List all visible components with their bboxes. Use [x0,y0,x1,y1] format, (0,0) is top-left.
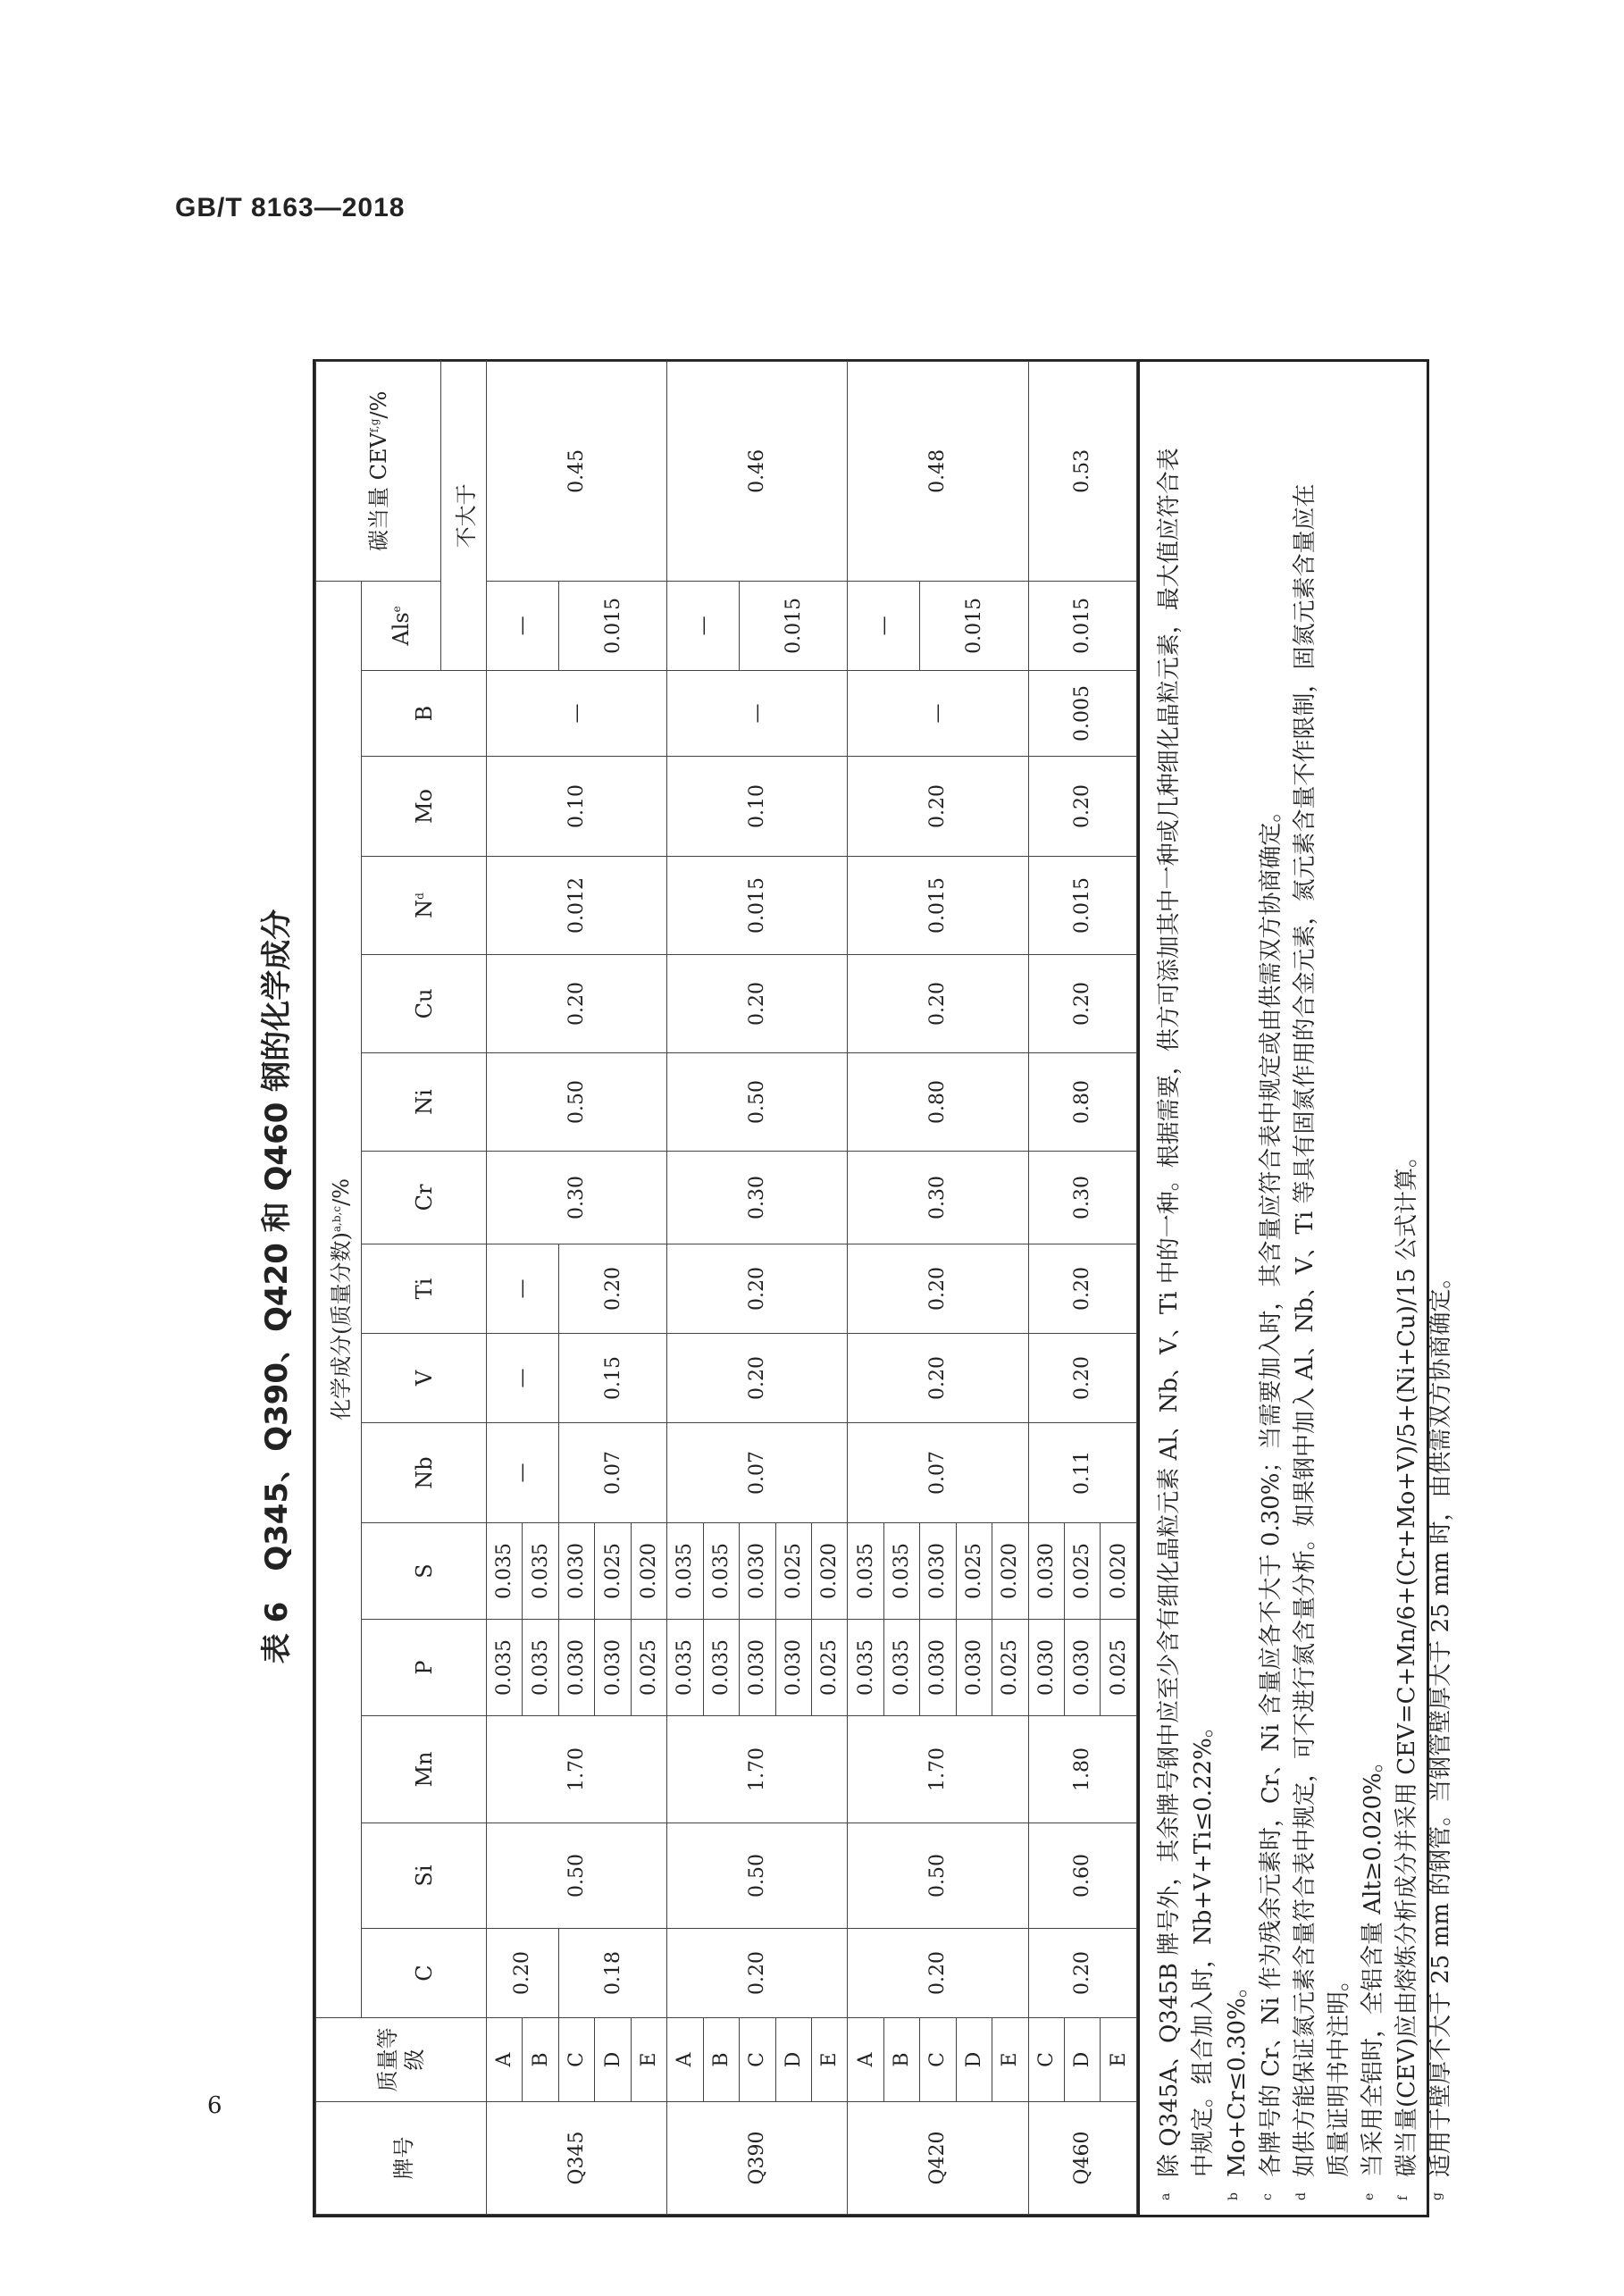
value-cell-c: 0.20 [848,1929,1028,2018]
element-header-mn [362,1716,487,1823]
value-cell-si: 0.60 [1028,1823,1136,1929]
page-number: 6 [207,2092,222,2119]
element-symbol: Ti [411,1278,437,1300]
value-cell-ni: 0.50 [487,1053,667,1152]
value-cell-b: — [487,671,667,757]
standard-code: GB/T 8163—2018 [175,193,406,222]
value-cell-mo: 0.20 [848,757,1028,857]
value-cell-als: — [848,581,920,670]
value-cell-cr: 0.30 [1028,1152,1136,1244]
table-row [558,361,594,2214]
value-cell-mn: 1.70 [667,1716,848,1823]
chem-composition-label: 化学成分(质量分数) [328,1232,354,1420]
value-cell-s: 0.030 [558,1523,594,1620]
value-cell-mo: 0.10 [487,757,667,857]
table-title: 表 6 Q345、Q390、Q420 和 Q460 钢的化学成分 [259,909,295,1664]
element-symbol: N [411,899,437,918]
value-cell-p: 0.030 [775,1620,811,1716]
value-cell-s: 0.025 [595,1523,631,1620]
footnote-line: 中规定。组合加入时，Nb+V+Ti≤0.22%。 [1190,1714,1217,2177]
table-row [1028,361,1064,2214]
value-cell-s: 0.025 [1065,1523,1101,1620]
value-cell-ti: 0.20 [1028,1244,1136,1334]
footnote [1288,380,1356,2200]
table-row [487,361,523,2214]
element-symbol: S [411,1563,437,1579]
value-cell-s: 0.035 [703,1523,739,1620]
footnote [1152,380,1220,2200]
value-cell-mn: 1.70 [848,1716,1028,1823]
value-cell-s: 0.035 [848,1523,883,1620]
rotated-page-region [250,268,1454,2216]
quality-cell: A [487,2018,523,2102]
value-cell-c: 0.20 [487,1929,559,2018]
value-cell-p: 0.025 [1101,1620,1137,1716]
value-cell-n: 0.015 [848,857,1028,955]
cev-sup: f,g [367,418,381,433]
footnote-mark: d [1294,2192,1309,2200]
value-cell-p: 0.030 [1065,1620,1101,1716]
element-header-n [362,857,487,955]
value-cell-als: — [667,581,740,670]
value-cell-b: — [848,671,1028,757]
element-header-si [362,1823,487,1929]
header-row [362,361,441,2214]
value-cell-n: 0.015 [1028,857,1136,955]
element-symbol: Si [411,1864,437,1887]
quality-grade-header [316,2018,487,2102]
element-sup: e [390,606,403,613]
quality-cell: C [558,2018,594,2102]
value-cell-p: 0.035 [848,1620,883,1716]
element-symbol: Cu [411,988,437,1019]
value-cell-p: 0.035 [487,1620,523,1716]
value-cell-als: 0.015 [740,581,848,670]
value-cell-s: 0.025 [956,1523,992,1620]
element-header-mo [362,757,487,857]
value-cell-s: 0.035 [487,1523,523,1620]
footnote-line: 碳当量(CEV)应由熔炼分析成分并采用 CEV=C+Mn/6+(Cr+Mo+V)/5+(Ni+Cu)/15 公式计算。 [1394,1144,1420,2177]
grade-cell: Q420 [848,2102,1028,2215]
value-cell-p: 0.025 [631,1620,666,1716]
element-symbol: Mo [411,788,437,825]
element-symbol: B [411,705,437,722]
quality-cell: D [775,2018,811,2102]
quality-grade-header-text: 质量等级 [375,2027,427,2092]
element-header-s [362,1523,487,1620]
chem-composition-header [316,581,362,2017]
value-cell-s: 0.035 [523,1523,558,1620]
grade-cell: Q390 [667,2102,848,2215]
cev-header [316,361,441,581]
value-cell-p: 0.025 [811,1620,847,1716]
value-cell-nb: 0.07 [667,1423,848,1523]
value-cell-nb: 0.11 [1028,1423,1136,1523]
value-cell-c: 0.18 [558,1929,666,2018]
element-header-ti [362,1244,487,1334]
value-cell-p: 0.030 [740,1620,775,1716]
value-cell-ti: 0.20 [848,1244,1028,1334]
element-header-v [362,1334,487,1423]
value-cell-als: — [487,581,559,670]
value-cell-cev: 0.48 [848,361,1028,581]
footnote [1356,380,1390,2200]
quality-cell: D [1065,2018,1101,2102]
table-frame [313,359,1454,2217]
footnote-line: 质量证明书中注明。 [1326,1967,1352,2177]
value-cell-n: 0.012 [487,857,667,955]
element-symbol: V [411,1370,437,1387]
value-cell-ni: 0.80 [848,1053,1028,1152]
footnote [1220,380,1254,2200]
footnote-line: 除 Q345A、Q345B 牌号外，其余牌号钢中应至少含有细化晶粒元素 Al、Nb、V、Ti 中的一种。根据需要，供方可添加其中一种或几种细化晶粒元素，最大值应符合表 [1156,448,1183,2177]
quality-cell: D [956,2018,992,2102]
value-cell-als: 0.015 [1028,581,1136,670]
element-header-ni [362,1053,487,1152]
footnote-mark: c [1260,2193,1275,2200]
element-symbol: Als [389,612,414,646]
footnote-line: 当采用全铝时，全铝含量 Alt≥0.020%。 [1360,1749,1386,2177]
value-cell-s: 0.035 [667,1523,703,1620]
element-header-c [362,1929,487,2018]
element-header-cu [362,955,487,1053]
value-cell-p: 0.030 [920,1620,956,1716]
value-cell-cr: 0.30 [487,1152,667,1244]
quality-cell: E [811,2018,847,2102]
grade-cell: Q460 [1028,2102,1136,2215]
quality-cell: E [1101,2018,1137,2102]
value-cell-mo: 0.20 [1028,757,1136,857]
quality-cell: E [631,2018,666,2102]
element-symbol: Mn [411,1751,437,1788]
value-cell-p: 0.030 [956,1620,992,1716]
chemical-composition-table [315,361,1137,2215]
cev-unit: /% [365,390,391,419]
chem-composition-sup: a,b,c [330,1205,343,1233]
footnote-mark: e [1362,2192,1377,2200]
value-cell-v: 0.20 [667,1334,848,1423]
footnote [1390,380,1424,2200]
value-cell-ti: — [487,1244,559,1334]
value-cell-v: 0.15 [558,1334,666,1423]
value-cell-als: 0.015 [920,581,1028,670]
chem-composition-unit: /% [328,1178,354,1206]
footnote-mark: a [1159,2192,1173,2200]
value-cell-ni: 0.80 [1028,1053,1136,1152]
footnote-line: 各牌号的 Cr、Ni 作为残余元素时，Cr、Ni 含量应各不大于 0.30%；当需要加入时，其含量应符合表中规定或由供需双方协商确定。 [1258,799,1285,2177]
value-cell-s: 0.025 [775,1523,811,1620]
element-header-nb [362,1423,487,1523]
table-row [848,361,883,2214]
value-cell-nb: 0.07 [558,1423,666,1523]
grade-cell: Q345 [487,2102,667,2215]
element-symbol: C [411,1965,437,1982]
element-symbol: P [411,1660,437,1675]
value-cell-p: 0.035 [883,1620,919,1716]
quality-cell: B [523,2018,558,2102]
value-cell-als: 0.015 [558,581,666,670]
not-more-than-label: 不大于 [441,361,487,670]
value-cell-cu: 0.20 [487,955,667,1053]
element-header-als [362,581,441,670]
rotated-table-content [250,268,1454,2216]
value-cell-p: 0.035 [667,1620,703,1716]
value-cell-s: 0.030 [740,1523,775,1620]
value-cell-b: — [667,671,848,757]
element-sup: d [413,892,426,900]
header-row [316,361,362,2214]
table-body [316,361,1137,2214]
footnote-line: Mo+Cr≤0.30%。 [1224,1974,1251,2177]
value-cell-s: 0.020 [992,1523,1028,1620]
grade-header-text: 牌号 [390,2136,416,2180]
value-cell-ti: 0.20 [667,1244,848,1334]
value-cell-v: 0.20 [848,1334,1028,1423]
value-cell-cev: 0.53 [1028,361,1136,581]
value-cell-nb: — [487,1423,559,1523]
element-symbol: Cr [411,1184,437,1211]
value-cell-cr: 0.30 [667,1152,848,1244]
footnote [1424,380,1458,2200]
value-cell-p: 0.035 [703,1620,739,1716]
element-header-p [362,1620,487,1716]
table-notes [1137,362,1454,2215]
value-cell-s: 0.030 [1028,1523,1064,1620]
quality-cell: C [1028,2018,1064,2102]
value-cell-p: 0.030 [595,1620,631,1716]
value-cell-mo: 0.10 [667,757,848,857]
value-cell-mn: 1.80 [1028,1716,1136,1823]
value-cell-si: 0.50 [667,1823,848,1929]
footnote [1254,380,1288,2200]
footnote-line: 适用于壁厚不大于 25 mm 的钢管。当钢管壁厚大于 25 mm 时，由供需双方协商确定。 [1427,1265,1454,2177]
value-cell-cev: 0.46 [667,361,848,581]
element-header-b [362,671,487,757]
value-cell-v: — [487,1334,559,1423]
value-cell-cr: 0.30 [848,1152,1028,1244]
value-cell-cu: 0.20 [848,955,1028,1053]
quality-cell: D [595,2018,631,2102]
table-row [667,361,703,2214]
value-cell-p: 0.030 [1028,1620,1064,1716]
footnote-mark: g [1430,2192,1444,2200]
quality-cell: A [848,2018,883,2102]
element-symbol: Ni [411,1089,437,1115]
value-cell-ti: 0.20 [558,1244,666,1334]
value-cell-s: 0.020 [1101,1523,1137,1620]
value-cell-p: 0.030 [558,1620,594,1716]
grade-header [316,2102,487,2215]
quality-cell: A [667,2018,703,2102]
value-cell-cu: 0.20 [667,955,848,1053]
element-header-cr [362,1152,487,1244]
value-cell-si: 0.50 [487,1823,667,1929]
value-cell-nb: 0.07 [848,1423,1028,1523]
value-cell-v: 0.20 [1028,1334,1136,1423]
footnote-mark: b [1226,2192,1241,2200]
value-cell-s: 0.020 [811,1523,847,1620]
value-cell-n: 0.015 [667,857,848,955]
value-cell-mn: 1.70 [487,1716,667,1823]
value-cell-ni: 0.50 [667,1053,848,1152]
value-cell-p: 0.025 [992,1620,1028,1716]
value-cell-s: 0.035 [883,1523,919,1620]
value-cell-cu: 0.20 [1028,955,1136,1053]
quality-cell: E [992,2018,1028,2102]
value-cell-b: 0.005 [1028,671,1136,757]
value-cell-c: 0.20 [667,1929,848,2018]
value-cell-c: 0.20 [1028,1929,1136,2018]
quality-cell: C [740,2018,775,2102]
quality-cell: B [883,2018,919,2102]
footnote-mark: f [1396,2195,1411,2200]
footnote-line: 如供方能保证氮元素含量符合表中规定，可不进行氮含量分析。如果钢中加入 Al、Nb、V、Ti 等具有固氮作用的合金元素，氮元素含量不作限制，固氮元素含量应在 [1292,483,1318,2177]
cev-label: 碳当量 CEV [365,432,391,551]
value-cell-si: 0.50 [848,1823,1028,1929]
value-cell-p: 0.035 [523,1620,558,1716]
value-cell-s: 0.030 [920,1523,956,1620]
value-cell-cev: 0.45 [487,361,667,581]
quality-cell: C [920,2018,956,2102]
value-cell-s: 0.020 [631,1523,666,1620]
element-symbol: Nb [411,1456,437,1489]
quality-cell: B [703,2018,739,2102]
